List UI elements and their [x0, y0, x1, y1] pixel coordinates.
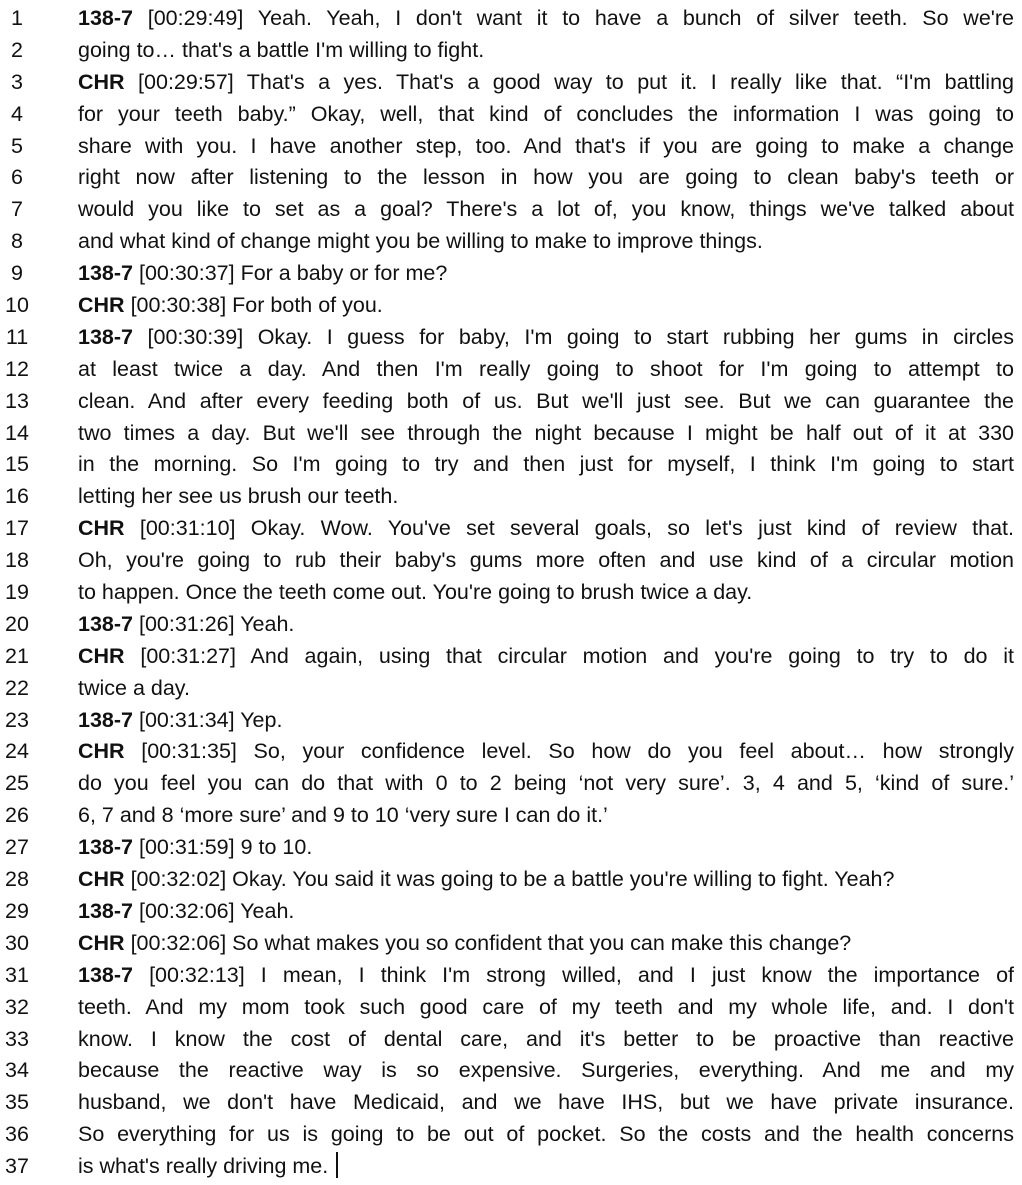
transcript-line [0, 800, 1022, 832]
line-text[interactable] [78, 418, 1014, 450]
transcript-line [0, 3, 1022, 35]
speaker-label: CHR [78, 69, 125, 94]
speaker-label: CHR [78, 643, 125, 668]
utterance-text: [00:32:06] So what makes you so confident that you can make this change? [124, 930, 852, 955]
utterance-text: going to… that's a battle I'm willing to fight. [78, 37, 485, 62]
transcript-line [0, 736, 1022, 768]
line-number: 34 [5, 1058, 29, 1083]
line-text[interactable] [78, 290, 1014, 322]
line-text[interactable] [78, 449, 1014, 481]
line-text[interactable] [78, 226, 1014, 258]
line-text[interactable] [78, 322, 1014, 354]
utterance-text: [00:30:38] For both of you. [124, 293, 383, 318]
utterance-text: Oh, you're going to rub their baby's gums more often and use kind of a circular motion [78, 548, 1014, 573]
transcript-line [0, 992, 1022, 1024]
transcript-line [0, 577, 1022, 609]
line-text[interactable] [78, 3, 1014, 35]
line-number: 22 [5, 675, 29, 700]
speaker-label: CHR [78, 930, 125, 955]
line-text[interactable] [78, 673, 1014, 705]
line-text[interactable] [78, 67, 1014, 99]
utterance-text: two times a day. But we'll see through the night because I might be half out of it at 330 [78, 420, 1014, 445]
line-number: 13 [5, 388, 29, 413]
utterance-text: [00:29:49] Yeah. Yeah, I don't want it to have a bunch of silver teeth. So we're [133, 6, 1014, 30]
line-number: 4 [11, 101, 23, 126]
line-text[interactable] [78, 1087, 1014, 1119]
utterance-text: [00:32:06] Yeah. [133, 898, 295, 923]
utterance-text: husband, we don't have Medicaid, and we have IHS, but we have private insurance. [78, 1090, 1014, 1115]
line-number: 17 [5, 516, 29, 541]
transcript-line [0, 1024, 1022, 1056]
line-number: 33 [5, 1026, 29, 1051]
transcript-line [0, 673, 1022, 705]
line-text[interactable] [78, 768, 1014, 800]
line-text[interactable] [78, 162, 1014, 194]
utterance-text: for your teeth baby.” Okay, well, that kind of concludes the information I was going to [78, 101, 1014, 126]
transcript-line [0, 67, 1022, 99]
line-number: 1 [11, 6, 23, 30]
utterance-text: [00:29:57] That's a yes. That's a good way to put it. I really like that. “I'm battling [124, 69, 1014, 94]
line-number: 35 [5, 1090, 29, 1115]
speaker-label: CHR [78, 293, 125, 318]
line-number: 30 [5, 930, 29, 955]
transcript-line [0, 449, 1022, 481]
transcript-line [0, 960, 1022, 992]
utterance-text: clean. And after every feeding both of us. But we'll just see. But we can guarantee the [78, 388, 1014, 413]
transcript-line [0, 162, 1022, 194]
line-text[interactable] [78, 99, 1014, 131]
transcript-line [0, 226, 1022, 258]
line-text[interactable] [78, 864, 1014, 896]
utterance-text: 6, 7 and 8 ‘more sure’ and 9 to 10 ‘very sure I can do it.’ [78, 803, 608, 828]
utterance-text: [00:31:34] Yep. [133, 707, 283, 732]
line-number: 23 [5, 707, 29, 732]
transcript-line [0, 1119, 1022, 1151]
speaker-label: 138-7 [78, 324, 133, 349]
line-text[interactable] [78, 960, 1014, 992]
line-number: 15 [5, 452, 29, 477]
transcript-line [0, 705, 1022, 737]
line-text[interactable] [78, 258, 1014, 290]
speaker-label: 138-7 [78, 707, 133, 732]
speaker-label: 138-7 [78, 898, 133, 923]
transcript-line [0, 609, 1022, 641]
line-text[interactable] [78, 131, 1014, 163]
transcript-line [0, 290, 1022, 322]
line-number: 16 [5, 484, 29, 509]
line-number: 2 [11, 37, 23, 62]
line-text[interactable] [78, 481, 1014, 513]
utterance-text: in the morning. So I'm going to try and then just for myself, I think I'm going to start [78, 452, 1014, 477]
line-text[interactable] [78, 928, 1014, 960]
line-text[interactable] [78, 1119, 1014, 1151]
line-text[interactable] [78, 609, 1014, 641]
transcript-line [0, 832, 1022, 864]
line-text[interactable] [78, 545, 1014, 577]
line-text[interactable] [78, 1024, 1014, 1056]
line-text[interactable] [78, 35, 1014, 67]
transcript-line [0, 354, 1022, 386]
line-text[interactable] [78, 513, 1014, 545]
line-text[interactable] [78, 386, 1014, 418]
utterance-text: [00:30:37] For a baby or for me? [133, 261, 448, 286]
line-number: 18 [5, 548, 29, 573]
line-number: 21 [5, 643, 29, 668]
transcript-line [0, 641, 1022, 673]
utterance-text: [00:31:10] Okay. Wow. You've set several goals, so let's just kind of review that. [124, 516, 1014, 541]
speaker-label: 138-7 [78, 611, 133, 636]
transcript-line [0, 928, 1022, 960]
line-text[interactable] [78, 832, 1014, 864]
line-number: 6 [11, 165, 23, 190]
utterance-text: do you feel you can do that with 0 to 2 being ‘not very sure’. 3, 4 and 5, ‘kind of sure.’ [78, 771, 1014, 796]
utterance-text: [00:31:35] So, your confidence level. So how do you feel about… how strongly [124, 739, 1014, 764]
utterance-text: [00:32:13] I mean, I think I'm strong willed, and I just know the importance of [133, 962, 1014, 987]
transcript-line [0, 99, 1022, 131]
transcript-body [0, 3, 1022, 1183]
line-number: 11 [5, 324, 29, 349]
transcript-line [0, 194, 1022, 226]
line-number: 8 [11, 229, 23, 254]
transcript-line [0, 1151, 1022, 1183]
line-number: 7 [11, 197, 23, 222]
speaker-label: CHR [78, 739, 125, 764]
transcript-line [0, 481, 1022, 513]
line-text[interactable] [78, 194, 1014, 226]
transcript-line [0, 1087, 1022, 1119]
speaker-label: CHR [78, 867, 125, 892]
utterance-text: would you like to set as a goal? There's a lot of, you know, things we've talked about [78, 197, 1014, 222]
line-number: 32 [5, 994, 29, 1019]
utterance-text: at least twice a day. And then I'm really going to shoot for I'm going to attempt to [78, 356, 1014, 381]
line-text[interactable] [78, 705, 1014, 737]
transcript-line [0, 418, 1022, 450]
line-number: 24 [5, 739, 29, 764]
line-number: 9 [11, 261, 23, 286]
line-number: 29 [5, 898, 29, 923]
utterance-text: share with you. I have another step, too. And that's if you are going to make a change [78, 133, 1014, 158]
utterance-text: right now after listening to the lesson in how you are going to clean baby's teeth or [78, 165, 1014, 190]
utterance-text: [00:32:02] Okay. You said it was going to be a battle you're willing to fight. Yeah? [124, 867, 895, 892]
text-cursor [336, 1152, 338, 1178]
line-number: 10 [5, 293, 29, 318]
utterance-text: and what kind of change might you be willing to make to improve things. [78, 229, 763, 254]
line-text[interactable] [78, 736, 1014, 768]
speaker-label: 138-7 [78, 261, 133, 286]
line-number: 14 [5, 420, 29, 445]
line-number: 37 [5, 1154, 29, 1179]
transcript-line [0, 1055, 1022, 1087]
line-number: 20 [5, 611, 29, 636]
utterance-text: to happen. Once the teeth come out. You're going to brush twice a day. [78, 580, 753, 605]
line-text[interactable] [78, 641, 1014, 673]
utterance-text: letting her see us brush our teeth. [78, 484, 399, 509]
transcript-line [0, 864, 1022, 896]
line-number: 27 [5, 835, 29, 860]
transcript-line [0, 131, 1022, 163]
speaker-label: 138-7 [78, 6, 133, 30]
line-text[interactable] [78, 1055, 1014, 1087]
line-number: 5 [11, 133, 23, 158]
line-text[interactable] [78, 577, 1014, 609]
speaker-label: 138-7 [78, 962, 133, 987]
line-text[interactable] [78, 992, 1014, 1024]
transcript-line [0, 896, 1022, 928]
transcript-line [0, 513, 1022, 545]
line-number: 28 [5, 867, 29, 892]
utterance-text: [00:30:39] Okay. I guess for baby, I'm going to start rubbing her gums in circles [133, 324, 1014, 349]
utterance-text: is what's really driving me. [78, 1154, 329, 1179]
utterance-text: [00:31:26] Yeah. [133, 611, 295, 636]
utterance-text: teeth. And my mom took such good care of my teeth and my whole life, and. I don't [78, 994, 1014, 1019]
transcript-line [0, 768, 1022, 800]
line-number: 31 [5, 962, 29, 987]
transcript-line [0, 386, 1022, 418]
utterance-text: because the reactive way is so expensive. Surgeries, everything. And me and my [78, 1058, 1014, 1083]
line-text[interactable] [78, 896, 1014, 928]
utterance-text: know. I know the cost of dental care, and it's better to be proactive than reactive [78, 1026, 1014, 1051]
transcript-line [0, 258, 1022, 290]
line-text[interactable] [78, 354, 1014, 386]
transcript-line [0, 545, 1022, 577]
utterance-text: So everything for us is going to be out of pocket. So the costs and the health concerns [78, 1122, 1014, 1147]
line-text[interactable] [78, 800, 1014, 832]
utterance-text: twice a day. [78, 675, 190, 700]
line-number: 3 [11, 69, 23, 94]
line-number: 25 [5, 771, 29, 796]
speaker-label: 138-7 [78, 835, 133, 860]
speaker-label: CHR [78, 516, 125, 541]
utterance-text: [00:31:59] 9 to 10. [133, 835, 313, 860]
line-number: 19 [5, 580, 29, 605]
line-number: 12 [5, 356, 29, 381]
line-number: 26 [5, 803, 29, 828]
line-number: 36 [5, 1122, 29, 1147]
utterance-text: [00:31:27] And again, using that circular motion and you're going to try to do it [124, 643, 1014, 668]
line-text[interactable] [78, 1151, 1014, 1183]
transcript-line [0, 322, 1022, 354]
transcript-line [0, 35, 1022, 67]
